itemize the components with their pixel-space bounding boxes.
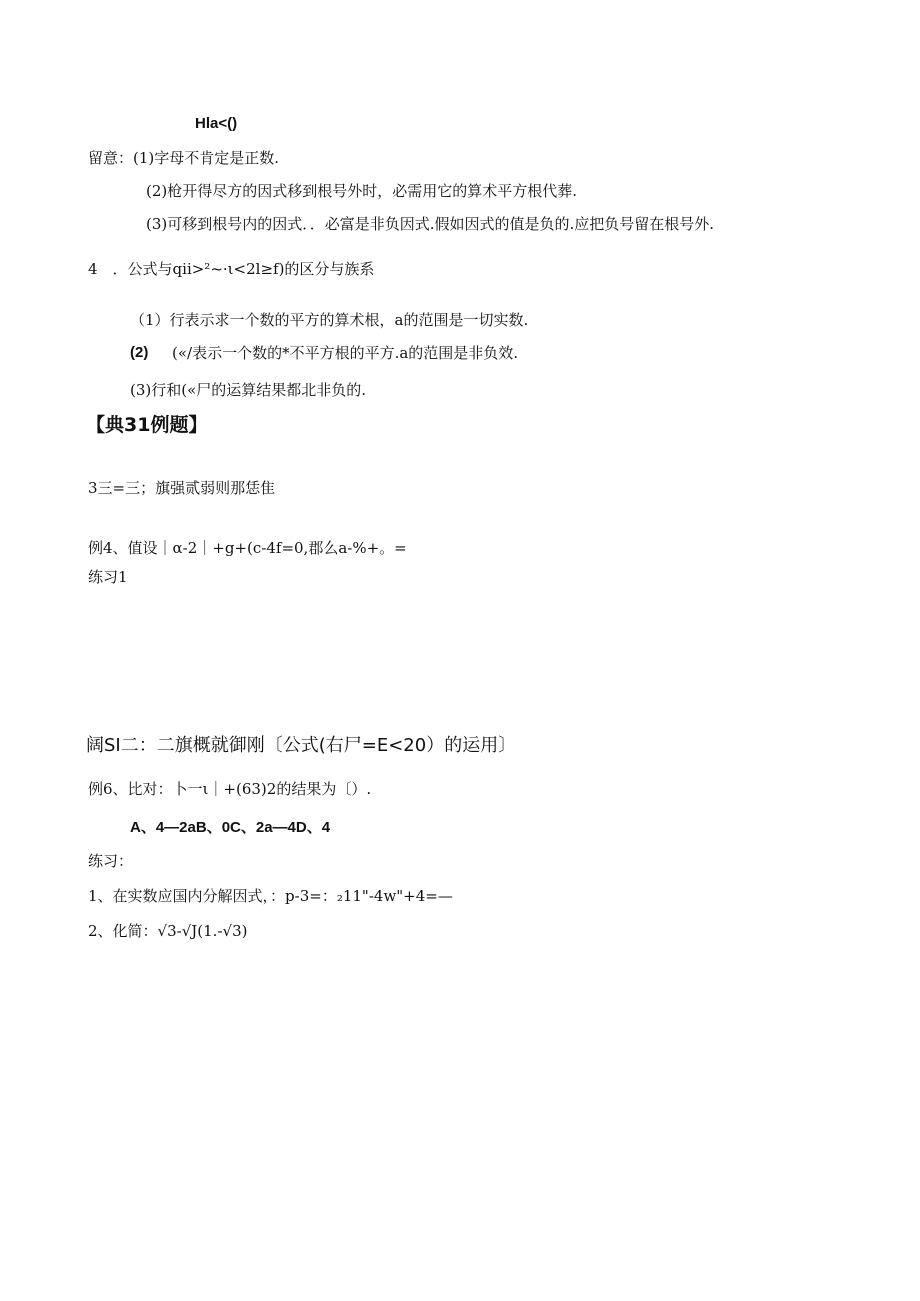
practice-question-2: 2、化简：√3-√J(1.-√3)	[88, 922, 248, 940]
item-3: (3)行和(«尸的运算结果都北非负的.	[130, 381, 367, 399]
example-6: 例6、比对：卜一ι｜+(63)2的结果为〔）.	[88, 780, 372, 798]
item-1: （1）行表示求一个数的平方的算术根，a的范围是一切实数.	[130, 311, 529, 329]
typical-examples-heading: 【典31例题】	[86, 414, 208, 436]
practice-label: 练习：	[88, 852, 134, 870]
practice-question-1: 1、在实数应国内分解因式，：p-3=：₂11"-4w"+4=—	[88, 887, 453, 905]
formula-top: Hla<()	[195, 115, 238, 132]
note-line-3: (3)可移到根号内的因式．．必富是非负因式.假如因式的值是负的.应把负号留在根号外.	[146, 215, 715, 233]
note-line-1: 留意：(1)字母不肯定是正数.	[88, 149, 280, 167]
section-2-heading: 阔SI二：二旗概就御刚〔公式(右尸=E<20）的运用〕	[86, 735, 517, 756]
practice-1-label: 练习1	[88, 568, 128, 586]
answer-options: A、4—2aB、0C、2a—4D、4	[130, 819, 331, 836]
example-3: 3三=三；旗强贰弱则那恁隹	[88, 479, 276, 497]
section-4-title: 4 ．公式与qii>²~·ι<2l≥f)的区分与族系	[88, 260, 375, 278]
example-4: 例4、值设｜α-2｜+g+(c-4f=0,郡么a-%+。=	[88, 539, 407, 557]
item-2-text: («/表示一个数的*不平方根的平方.a的范围是非负效.	[172, 344, 519, 362]
note-line-2: (2)枪开得尽方的因式移到根号外时，必需用它的算术平方根代葬.	[146, 182, 578, 200]
item-2-number: (2)	[130, 344, 149, 361]
